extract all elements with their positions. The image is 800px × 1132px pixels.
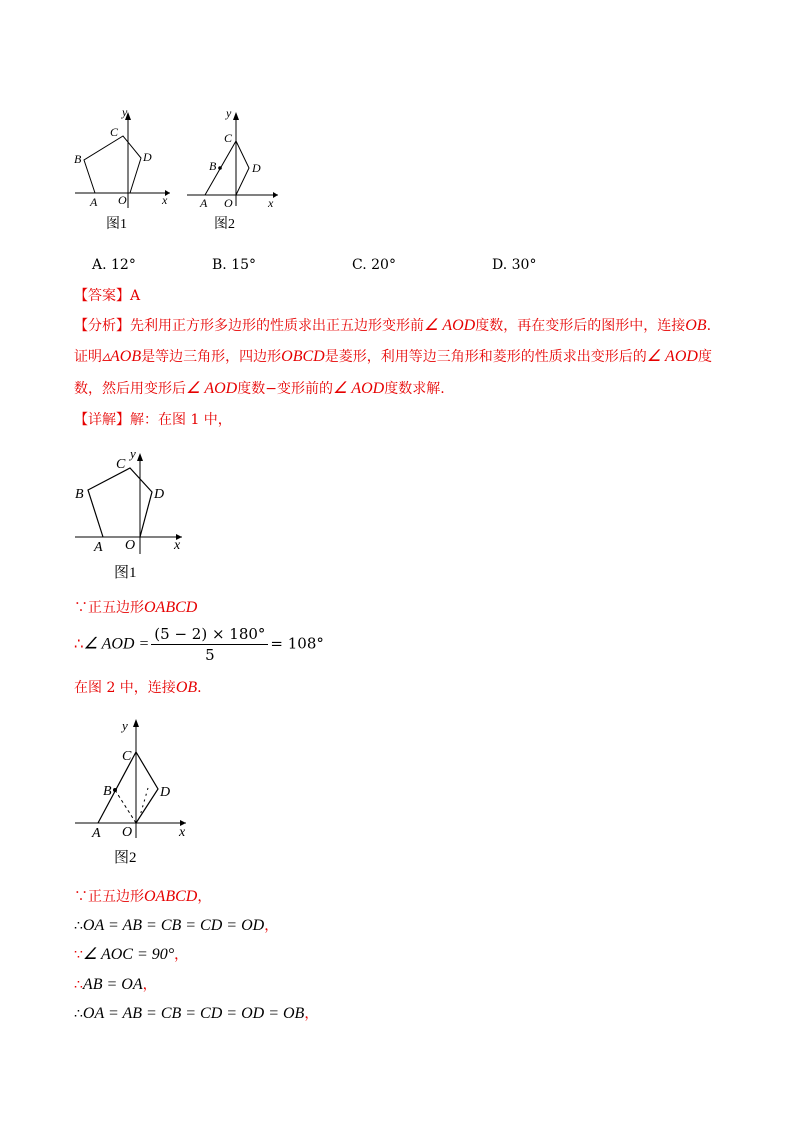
answer-tag: 【答案】 bbox=[74, 288, 130, 304]
top-figure-2 bbox=[182, 108, 287, 238]
analysis-line-3 bbox=[74, 379, 445, 399]
analysis-line-1 bbox=[74, 316, 711, 336]
math-segment: OB bbox=[685, 317, 707, 334]
proof-punct: ， bbox=[264, 918, 279, 934]
option-letter: A. bbox=[92, 257, 107, 273]
label-d: D bbox=[160, 785, 171, 800]
figure-caption: 图1 bbox=[106, 217, 127, 232]
top-figure-1 bbox=[70, 108, 175, 238]
step-1 bbox=[74, 598, 197, 618]
label-x: x bbox=[179, 825, 186, 840]
math-lhs: ∠ AOD = bbox=[83, 635, 150, 653]
label-o: O bbox=[122, 825, 133, 840]
therefore-symbol: ∴ bbox=[74, 1006, 83, 1022]
label-b: B bbox=[74, 152, 82, 166]
proof-punct: ， bbox=[174, 947, 189, 963]
math-expression: AB = OA bbox=[82, 976, 143, 993]
analysis-text: 度数−变形前的 bbox=[237, 381, 333, 397]
analysis-text: 度数求解. bbox=[384, 381, 445, 397]
because-symbol: ∵ bbox=[74, 889, 88, 905]
option-value: 30° bbox=[511, 257, 537, 273]
label-y: y bbox=[130, 450, 136, 461]
fraction-denominator: 5 bbox=[205, 646, 215, 664]
therefore-symbol: ∴ bbox=[74, 918, 83, 934]
step-text: 正五边形 bbox=[88, 600, 144, 616]
analysis-text: 数，然后用变形后 bbox=[74, 381, 186, 397]
fraction-numerator: (5 − 2) × 180° bbox=[151, 624, 268, 645]
option-value: 15° bbox=[231, 257, 257, 273]
label-a: A bbox=[92, 826, 101, 841]
math-quad: OBCD bbox=[281, 348, 325, 365]
analysis-text: 是菱形，利用等边三角形和菱形的性质求出变形后的 bbox=[324, 349, 647, 365]
label-x: x bbox=[162, 193, 168, 207]
math-expression: ∠ AOC = 90° bbox=[82, 946, 175, 963]
label-a: A bbox=[94, 540, 103, 555]
proof-line-1 bbox=[74, 887, 211, 907]
proof-punct: ， bbox=[142, 977, 157, 993]
proof-line-5 bbox=[74, 1004, 318, 1024]
proof-punct: ， bbox=[304, 1006, 319, 1022]
analysis-text: . bbox=[706, 318, 712, 334]
therefore-symbol: ∴ bbox=[74, 634, 84, 653]
option-b bbox=[212, 255, 256, 275]
label-c: C bbox=[224, 131, 233, 145]
figure-caption: 图1 bbox=[114, 565, 137, 581]
label-o: O bbox=[224, 196, 233, 210]
proof-punct: ， bbox=[197, 889, 212, 905]
figure-1 bbox=[70, 450, 195, 585]
option-value: 20° bbox=[371, 257, 396, 273]
option-letter: B. bbox=[212, 257, 227, 273]
analysis-tag: 【分析】 bbox=[74, 318, 130, 334]
step-text: . bbox=[197, 680, 202, 696]
analysis-text: 度数，再在变形后的图形中，连接 bbox=[475, 318, 686, 334]
because-symbol: ∵ bbox=[74, 947, 83, 963]
option-value: 12° bbox=[111, 257, 136, 273]
analysis-text: 是等边三角形，四边形 bbox=[141, 349, 282, 365]
answer-line bbox=[74, 286, 140, 306]
detail-text: 解：在图 1 中， bbox=[130, 412, 232, 428]
label-c: C bbox=[110, 125, 119, 139]
proof-line-2 bbox=[74, 916, 278, 936]
math-expression: OA = AB = CB = CD = OD bbox=[82, 917, 265, 934]
step-3 bbox=[74, 678, 202, 698]
proof-text: 正五边形 bbox=[88, 889, 144, 905]
math-rhs: = 108° bbox=[270, 634, 324, 653]
label-o: O bbox=[125, 538, 136, 553]
detail-line bbox=[74, 410, 232, 430]
option-d bbox=[492, 255, 536, 275]
option-c bbox=[352, 255, 396, 275]
step-2 bbox=[74, 624, 324, 665]
because-symbol: ∵ bbox=[74, 600, 88, 616]
math-segment: OB bbox=[175, 679, 198, 696]
math-angle: ∠ AOD bbox=[332, 380, 385, 397]
label-c: C bbox=[116, 457, 126, 472]
math-expression: OA = AB = CB = CD = OD = OB bbox=[82, 1005, 305, 1022]
figure-2 bbox=[70, 714, 195, 869]
option-letter: C. bbox=[352, 257, 367, 273]
label-o: O bbox=[118, 193, 127, 207]
math-angle: ∠ AOD bbox=[424, 317, 476, 334]
proof-line-3 bbox=[74, 945, 188, 965]
label-d: D bbox=[154, 487, 165, 502]
step-text: 在图 2 中，连接 bbox=[74, 680, 176, 696]
option-letter: D. bbox=[492, 257, 508, 273]
label-y: y bbox=[122, 718, 128, 733]
label-a: A bbox=[200, 196, 208, 210]
math-triangle: ▵AOB bbox=[102, 348, 142, 365]
label-b: B bbox=[103, 784, 112, 799]
analysis-text: 先利用正方形多边形的性质求出正五边形变形前 bbox=[130, 318, 424, 334]
label-d: D bbox=[252, 161, 261, 175]
answer-value: A bbox=[130, 288, 141, 304]
figure-caption: 图2 bbox=[114, 850, 137, 866]
math-expression: OABCD bbox=[144, 888, 198, 905]
analysis-text: 证明 bbox=[74, 349, 102, 365]
label-x: x bbox=[268, 196, 274, 210]
label-a: A bbox=[90, 195, 98, 209]
detail-tag: 【详解】 bbox=[74, 412, 130, 428]
label-y: y bbox=[122, 108, 128, 119]
label-b: B bbox=[75, 487, 84, 502]
label-b: B bbox=[209, 159, 217, 173]
fraction bbox=[151, 624, 268, 665]
therefore-symbol: ∴ bbox=[74, 977, 83, 993]
option-a bbox=[92, 255, 136, 275]
math-polygon: OABCD bbox=[144, 599, 198, 616]
figure-caption: 图2 bbox=[214, 217, 235, 232]
label-x: x bbox=[174, 538, 181, 553]
label-d: D bbox=[143, 150, 152, 164]
analysis-line-2 bbox=[74, 347, 712, 367]
analysis-text: 度 bbox=[697, 349, 712, 365]
math-angle: ∠ AOD bbox=[186, 380, 238, 397]
proof-line-4 bbox=[74, 975, 157, 995]
label-c: C bbox=[122, 749, 132, 764]
math-angle: ∠ AOD bbox=[646, 348, 698, 365]
label-y: y bbox=[226, 108, 232, 120]
